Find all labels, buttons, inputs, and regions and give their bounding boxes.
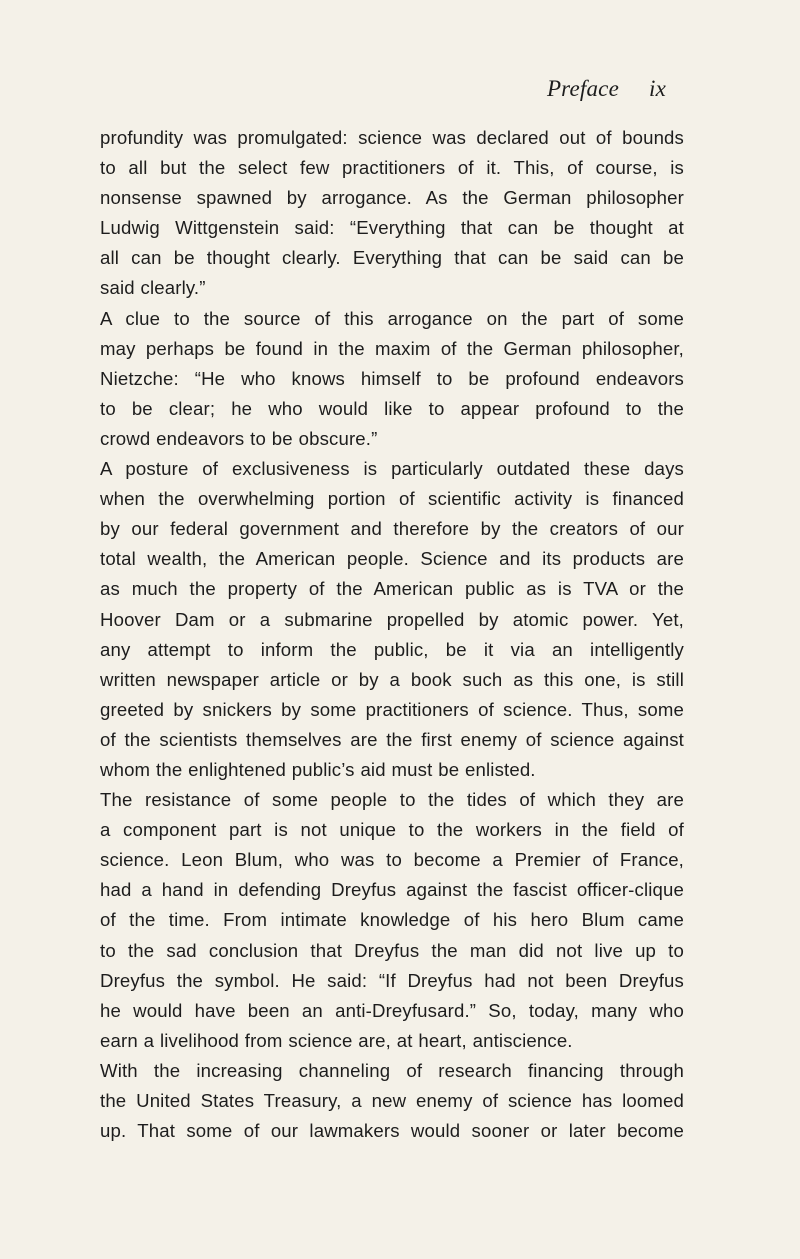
body-text (100, 123, 684, 1146)
text-line: the United States Treasury, a new enemy of science has loomed (100, 1090, 684, 1111)
text-line: Dreyfus the symbol. He said: “If Dreyfus had not been Dreyfus (100, 969, 684, 991)
text-line: nonsense spawned by arrogance. As the German philosopher (100, 187, 684, 209)
text-line: said clearly.” (100, 277, 206, 299)
text-line: Hoover Dam or a submarine propelled by atomic power. Yet, (100, 608, 684, 630)
text-line: profundity was promulgated: science was declared out of bounds (100, 127, 684, 148)
text-line: crowd endeavors to be obscure.” (100, 427, 378, 449)
text-line: Ludwig Wittgenstein said: “Everything that can be thought at (100, 217, 684, 239)
running-head (547, 76, 666, 102)
text-line: A clue to the source of this arrogance on the part of some (100, 307, 684, 329)
text-line: all can be thought clearly. Everything that can be said can be (100, 247, 684, 269)
text-line: by our federal government and therefore by the creators of our (100, 518, 684, 540)
text-line: The resistance of some people to the tides of which they are (100, 789, 684, 811)
text-line: any attempt to inform the public, be it via an intelligently (100, 638, 684, 660)
text-line: as much the property of the American public as is TVA or the (100, 578, 684, 600)
text-line: up. That some of our lawmakers would sooner or later become (100, 1120, 684, 1142)
page-number: ix (649, 76, 666, 101)
text-line: science. Leon Blum, who was to become a Premier of France, (100, 849, 684, 871)
text-line: Nietzche: “He who knows himself to be profound endeavors (100, 367, 684, 389)
text-line: earn a livelihood from science are, at heart, antiscience. (100, 1029, 573, 1051)
text-line: to all but the select few practitioners of it. This, of course, is (100, 157, 684, 179)
text-line: total wealth, the American people. Science and its products are (100, 548, 684, 570)
text-line: may perhaps be found in the maxim of the German philosopher, (100, 337, 684, 359)
text-line: A posture of exclusiveness is particularly outdated these days (100, 458, 684, 480)
text-line: he would have been an anti-Dreyfusard.” So, today, many who (100, 999, 684, 1021)
text-line: of the time. From intimate knowledge of his hero Blum came (100, 909, 684, 931)
text-line: written newspaper article or by a book such as this one, is still (100, 668, 684, 690)
text-line: greeted by snickers by some practitioners of science. Thus, some (100, 698, 684, 720)
text-line: of the scientists themselves are the first enemy of science against (100, 728, 684, 750)
running-head-title: Preface (546, 76, 619, 101)
text-line: had a hand in defending Dreyfus against the fascist officer-clique (100, 879, 684, 901)
text-line: to the sad conclusion that Dreyfus the man did not live up to (100, 939, 684, 961)
text-line: when the overwhelming portion of scientific activity is financed (100, 488, 684, 510)
text-line: With the increasing channeling of research financing through (100, 1059, 684, 1081)
text-line: whom the enlightened public’s aid must be enlisted. (100, 758, 536, 780)
text-line: a component part is not unique to the workers in the field of (100, 819, 684, 841)
text-line: to be clear; he who would like to appear profound to the (100, 397, 684, 419)
